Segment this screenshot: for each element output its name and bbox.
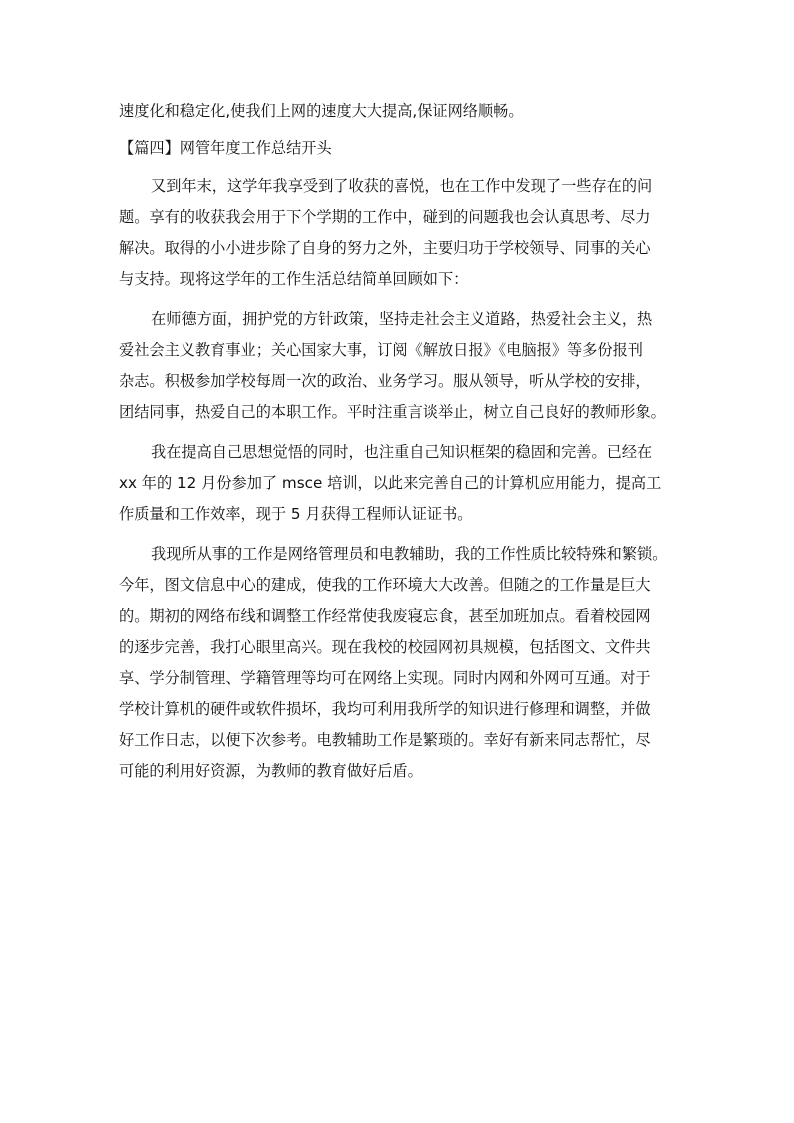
paragraph-line: 的逐步完善，我打心眼里高兴。现在我校的校园网初具规模，包括图文、文件共: [119, 638, 651, 656]
paragraph-3: [119, 437, 685, 530]
paragraph-line: 解决。取得的小小进步除了自身的努力之外，主要归功于学校领导、同事的关心: [119, 239, 651, 257]
paragraph-4: [119, 539, 685, 787]
paragraph-line: 好工作日志，以便下次参考。电教辅助工作是繁琐的。幸好有新来同志帮忙，尽: [119, 731, 651, 749]
paragraph-line: 作质量和工作效率，现于 5 月获得工程师认证证书。: [119, 505, 473, 523]
paragraph-line: 的。期初的网络布线和调整工作经常使我废寝忘食，甚至加班加点。看着校园网: [119, 607, 651, 625]
paragraph-line: 享、学分制管理、学籍管理等均可在网络上实现。同时内网和外网可互通。对于: [119, 669, 651, 687]
document-body: [119, 96, 685, 796]
paragraph-line: 又到年末，这学年我享受到了收获的喜悦，也在工作中发现了一些存在的问: [151, 177, 653, 195]
paragraph-line: 爱社会主义教育事业；关心国家大事，订阅《解放日报》《电脑报》等多份报刊: [119, 341, 643, 359]
paragraph-line: 学校计算机的硬件或软件损坏，我均可利用我所学的知识进行修理和调整，并做: [119, 700, 651, 718]
paragraph-line: 题。享有的收获我会用于下个学期的工作中，碰到的问题我也会认真思考、尽力: [119, 208, 651, 226]
paragraph-line: 今年，图文信息中心的建成，使我的工作环境大大改善。但随之的工作量是巨大: [119, 576, 651, 594]
paragraph-line: 与支持。现将这学年的工作生活总结简单回顾如下：: [119, 270, 469, 288]
continuation-line: 速度化和稳定化,使我们上网的速度大大提高,保证网络顺畅。: [119, 102, 524, 120]
paragraph-1: [119, 171, 685, 295]
section-heading: 【篇四】网管年度工作总结开头: [119, 139, 332, 157]
paragraph-2: [119, 304, 685, 428]
paragraph-line: 可能的利用好资源，为教师的教育做好后盾。: [119, 762, 423, 780]
paragraph-line: xx 年的 12 月份参加了 msce 培训，以此来完善自己的计算机应用能力，提高工: [119, 474, 662, 492]
paragraph-line: 我在提高自己思想觉悟的同时，也注重自己知识框架的稳固和完善。已经在: [151, 443, 653, 461]
paragraph-line: 在师德方面，拥护党的方针政策，坚持走社会主义道路，热爱社会主义，热: [151, 310, 653, 328]
paragraph-line: 团结同事，热爱自己的本职工作。平时注重言谈举止，树立自己良好的教师形象。: [119, 403, 666, 421]
paragraph-line: 杂志。积极参加学校每周一次的政治、业务学习。服从领导，听从学校的安排，: [119, 372, 651, 390]
paragraph-line: 我现所从事的工作是网络管理员和电教辅助，我的工作性质比较特殊和繁锁。: [151, 545, 668, 563]
